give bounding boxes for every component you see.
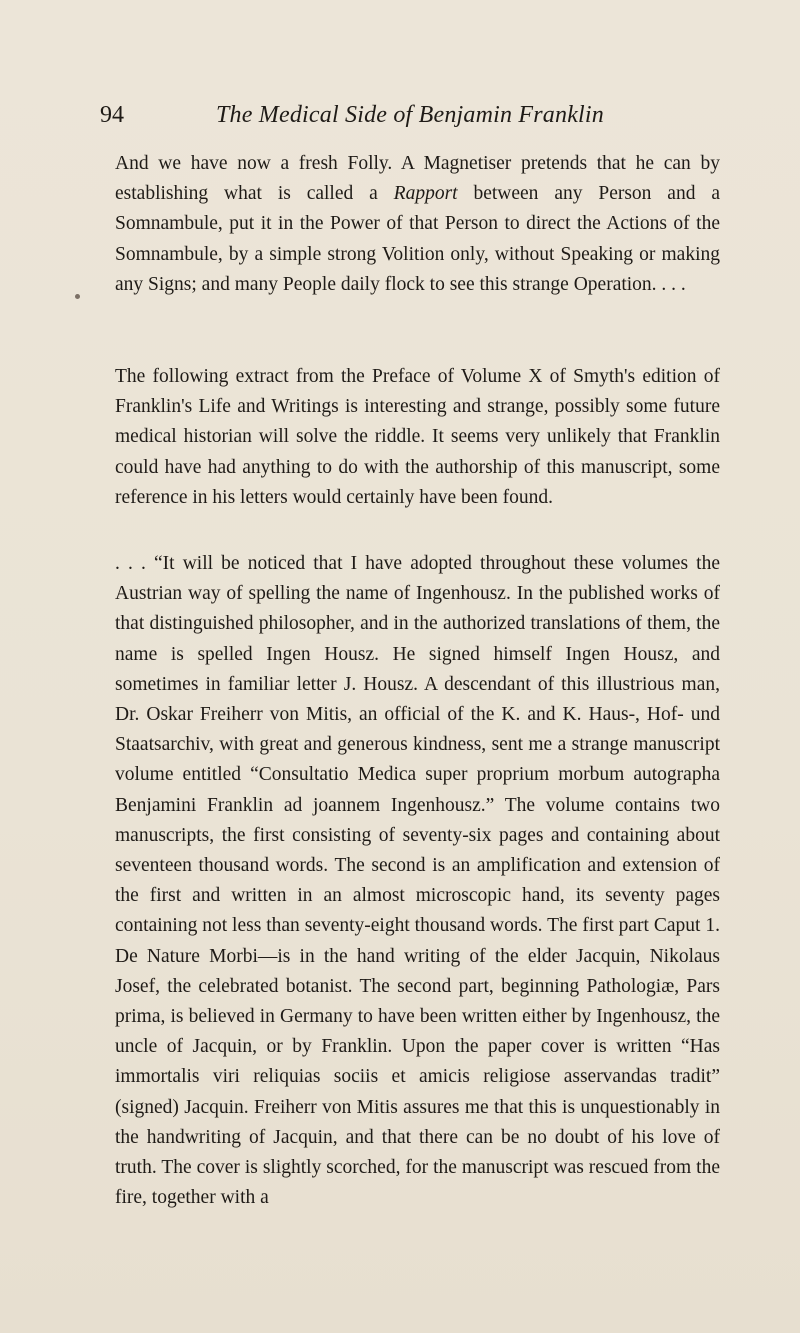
page-number: 94 [100,102,124,128]
paragraph-1-text-b: between any Person and a Somnambule, put it in the Power of that Person to direct the Actions of the Somnambule, by a simple strong Volition only, without Speaking or making any Signs; and many People daily flock to see this strange Operation. . . . [115,183,720,295]
rapport-italic: Rapport [393,183,458,205]
paragraph-magnetiser-quote [115,149,720,300]
paragraph-preface-extract: The following extract from the Preface of Volume X of Smyth's edition of Franklin's Life and Writings is interesting and strange, possibly some future medical historian will solve the riddle. It seems very unlikely that Franklin could have had anything to do with the authorship of this manuscript, some reference in his letters would certainly have been found. [115,366,720,508]
paragraph-ingenhousz-quote: . . . “It will be noticed that I have adopted throughout these volumes the Austrian way of spelling the name of Ingenhousz. In the published works of that distinguished philosopher, and in the authorized translations of them, the name is spelled Ingen Housz. He signed himself Ingen Housz, and sometimes in familiar letter J. Housz. A descendant of this illustrious man, Dr. Oskar Freiherr von Mitis, an official of the K. and K. Haus-, Hof- und Staatsarchiv, with great and generous kindness, sent me a strange manuscript volume entitled “Consultatio Medica super proprium morbum autographa Benjamini Franklin ad joannem Ingenhousz.” The volume contains two manuscripts, the first consisting of seventy-six pages and containing about seventeen thousand words. The second is an amplification and extension of the first and written in an almost microscopic hand, its seventy pages containing not less than seventy-eight thousand words. The first part Caput 1. De Nature Morbi—is in the hand writing of the elder Jacquin, Nikolaus Josef, the celebrated botanist. The second part, beginning Pathologiæ, Pars prima, is believed in Germany to have been written either by Ingenhousz, the uncle of Jacquin, or by Franklin. Upon the paper cover is written “Has immortalis viri reliquias sociis et amicis religiose asservandas tradit” (signed) Jacquin. Freiherr von Mitis assures me that this is unquestionably in the handwriting of Jacquin, and that there can be no doubt of his love of truth. The cover is slightly scorched, for the manuscript was rescued from the fire, together with a [115,553,720,1209]
paragraph-1-text-a: And we have now a fresh Folly. A Magnetiser pretends that he can by establishing what is called a [115,153,720,205]
scan-speck [75,294,80,299]
page-title: The Medical Side of Benjamin Franklin [216,102,604,128]
running-head [100,98,720,132]
